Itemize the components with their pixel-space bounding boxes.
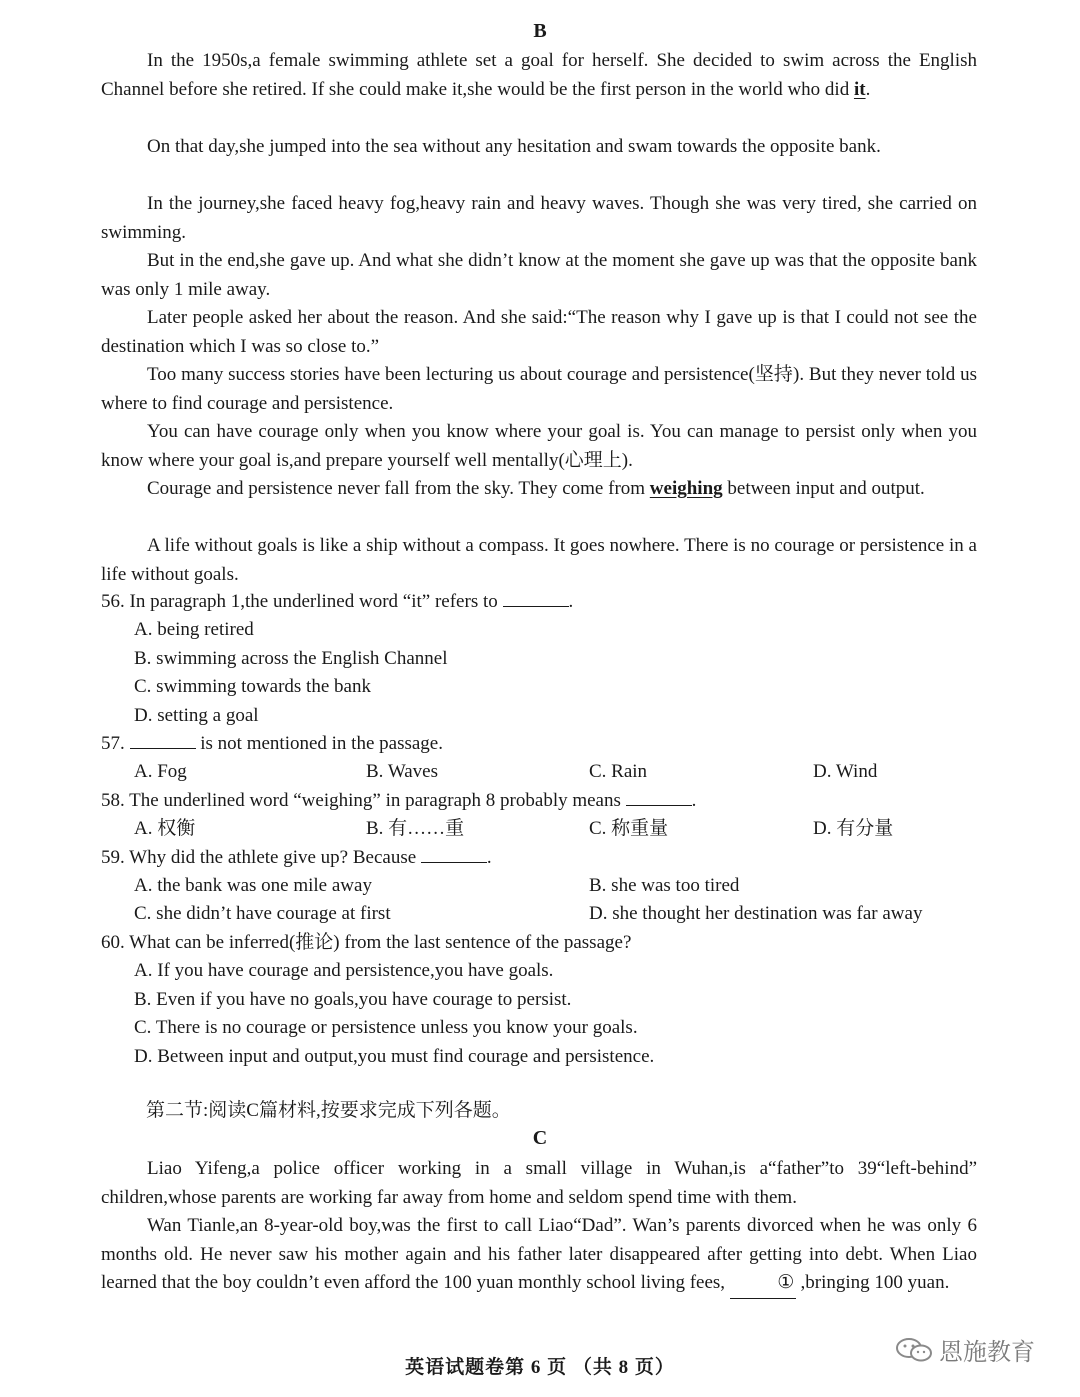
text: . <box>865 78 871 100</box>
question-56-option-c: C. swimming towards the bank <box>134 676 371 697</box>
question-58-option-c: C. 称重量 <box>589 818 669 839</box>
passage-b-paragraph-1 <box>101 47 977 104</box>
text: 56. In paragraph 1,the underlined word “it” refers to <box>101 591 503 612</box>
answer-blank <box>626 787 692 806</box>
question-57-option-b: B. Waves <box>366 761 439 782</box>
question-60-option-c: C. There is no courage or persistence unless you know your goals. <box>134 1017 638 1038</box>
passage-b-paragraph-5: Later people asked her about the reason. And she said:“The reason why I gave up is that I could not see the destination which I was so close to.” <box>101 307 977 357</box>
text: Courage and persistence never fall from the sky. They come from <box>147 478 650 499</box>
question-56-option-d: D. setting a goal <box>134 705 259 726</box>
question-60-option-a: A. If you have courage and persistence,you have goals. <box>134 960 554 981</box>
passage-b-paragraph-9: A life without goals is like a ship without a compass. It goes nowhere. There is no courage or persistence in a life without goals. <box>101 535 977 585</box>
question-57-option-c: C. Rain <box>589 761 648 782</box>
passage-b-paragraph-6: Too many success stories have been lecturing us about courage and persistence(坚持). But they never told us where to find courage and persistence. <box>101 364 977 414</box>
page-footer: 英语试题卷第 6 页 （共 8 页） <box>405 1357 675 1378</box>
question-58-option-d: D. 有分量 <box>813 818 894 839</box>
passage-b-paragraph-7: You can have courage only when you know where your goal is. You can manage to persist only when you know where your goal is,and prepare yourself well mentally(心理上). <box>101 421 977 471</box>
section-c-title: C <box>532 1127 548 1149</box>
question-57-option-d: D. Wind <box>813 761 878 782</box>
question-58-option-b: B. 有……重 <box>366 818 465 839</box>
question-59-option-d: D. she thought her destination was far away <box>589 903 923 924</box>
question-60-stem: 60. What can be inferred(推论) from the last sentence of the passage? <box>101 932 632 953</box>
watermark <box>895 1332 1035 1367</box>
passage-b-paragraph-8 <box>101 475 977 504</box>
section-b-title: B <box>533 20 547 42</box>
question-58-stem <box>101 787 696 816</box>
text: 57. <box>101 733 130 754</box>
question-56-option-a: A. being retired <box>134 619 254 640</box>
text: is not mentioned in the passage. <box>195 733 443 754</box>
text: . <box>486 847 492 868</box>
question-60-option-d: D. Between input and output,you must find courage and persistence. <box>134 1046 655 1067</box>
underlined-it: it <box>853 78 866 100</box>
question-56-option-b: B. swimming across the English Channel <box>134 648 448 669</box>
passage-b-paragraph-3: In the journey,she faced heavy fog,heavy rain and heavy waves. Though she was very tired, she carried on swimming. <box>101 193 977 243</box>
answer-blank <box>503 588 569 607</box>
question-59-option-a: A. the bank was one mile away <box>134 875 372 896</box>
question-58-option-a: A. 权衡 <box>134 818 196 839</box>
question-57-stem <box>101 730 443 759</box>
section-2-instruction: 第二节:阅读C篇材料,按要求完成下列各题。 <box>146 1100 511 1121</box>
underlined-weighing: weighing <box>649 478 723 499</box>
answer-blank <box>421 844 487 863</box>
text: between input and output. <box>722 478 925 499</box>
question-60-option-b: B. Even if you have no goals,you have courage to persist. <box>134 989 572 1010</box>
wechat-icon <box>895 1337 933 1363</box>
text: In the 1950s,a female swimming athlete set a goal for herself. She decided to swim across the English Channel before she retired. If she could make it,she would be the first person in the world who did <box>101 50 977 100</box>
text: 59. Why did the athlete give up? Because <box>101 847 421 868</box>
numbered-blank-1: ① <box>730 1269 796 1299</box>
answer-blank <box>130 730 196 749</box>
question-56-stem <box>101 588 573 617</box>
question-57-option-a: A. Fog <box>134 761 187 782</box>
passage-c-paragraph-1: Liao Yifeng,a police officer working in a small village in Wuhan,is a“father”to 39“left-behind” children,whose parents are working far away from home and seldom spend time with them. <box>101 1158 977 1208</box>
passage-c-paragraph-2 <box>101 1212 977 1299</box>
passage-b-paragraph-4: But in the end,she gave up. And what she didn’t know at the moment she gave up was that the opposite bank was only 1 mile away. <box>101 250 977 300</box>
text: 58. The underlined word “weighing” in paragraph 8 probably means <box>101 790 626 811</box>
question-59-option-c: C. she didn’t have courage at first <box>134 903 391 924</box>
text: . <box>691 790 697 811</box>
question-59-option-b: B. she was too tired <box>589 875 740 896</box>
text: ,bringing 100 yuan. <box>795 1272 950 1294</box>
watermark-text: 恩施教育 <box>939 1338 1035 1366</box>
text: Wan Tianle,an 8-year-old boy,was the first to call Liao“Dad”. Wan’s parents divorced when he was only 6 months old. He never saw his mother again and his father later disappeared after getting into debt. When Liao learned that the boy couldn’t even afford the 100 yuan monthly school living fees, <box>101 1215 977 1294</box>
passage-b-paragraph-2: On that day,she jumped into the sea without any hesitation and swam towards the opposite bank. <box>147 136 881 157</box>
question-59-stem <box>101 844 492 873</box>
text: . <box>568 591 574 612</box>
